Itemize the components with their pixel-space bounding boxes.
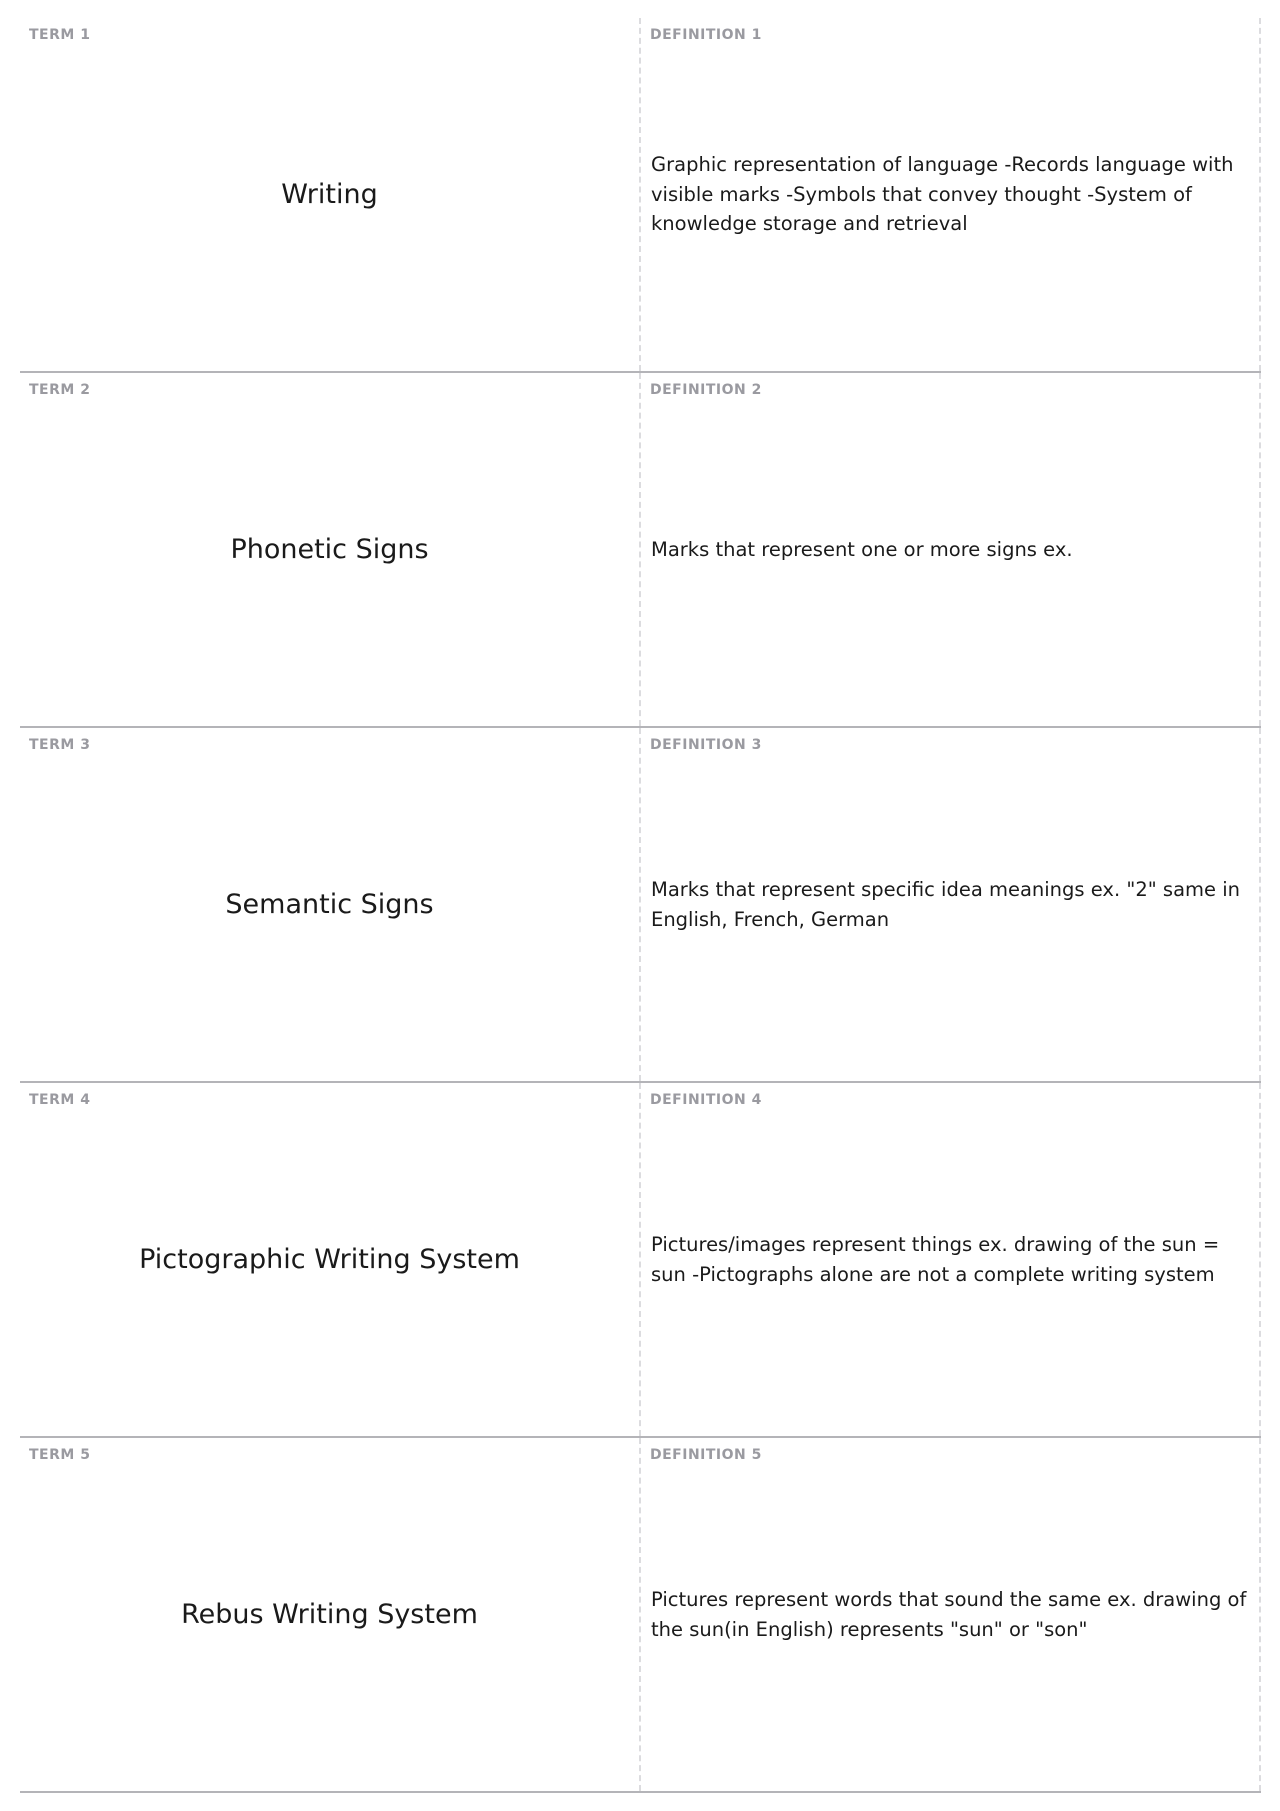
term-label: TERM 3 [29,737,91,753]
flashcard-row [20,728,1261,1083]
definition-text: Graphic representation of language -Records language with visible marks -Symbols that convey thought -System of knowledge storage and retrieval [651,153,1234,236]
definition-cell [641,1083,1261,1436]
definition-label: DEFINITION 4 [650,1092,762,1108]
term-cell [20,1438,641,1791]
term-text: Rebus Writing System [181,1599,478,1630]
term-label: TERM 5 [29,1447,91,1463]
flashcard-row [20,18,1261,373]
definition-label: DEFINITION 2 [650,382,762,398]
term-text: Phonetic Signs [230,534,429,565]
definition-label: DEFINITION 3 [650,737,762,753]
term-label: TERM 2 [29,382,91,398]
definition-cell [641,373,1261,726]
term-cell [20,18,641,371]
term-text: Writing [281,179,378,210]
definition-text: Pictures/images represent things ex. drawing of the sun = sun -Pictographs alone are not a complete writing system [651,1233,1220,1286]
flashcard-sheet [20,18,1261,1793]
definition-label: DEFINITION 5 [650,1447,762,1463]
definition-cell [641,1438,1261,1791]
definition-text: Marks that represent specific idea meanings ex. "2" same in English, French, German [651,878,1240,931]
term-cell [20,1083,641,1436]
term-cell [20,728,641,1081]
definition-cell [641,18,1261,371]
definition-label: DEFINITION 1 [650,27,762,43]
definition-cell [641,728,1261,1081]
flashcard-row [20,1438,1261,1793]
flashcard-row [20,373,1261,728]
term-text: Pictographic Writing System [139,1244,520,1275]
flashcard-row [20,1083,1261,1438]
term-label: TERM 4 [29,1092,91,1108]
definition-text: Marks that represent one or more signs ex. [651,537,1073,561]
definition-text: Pictures represent words that sound the same ex. drawing of the sun(in English) represents "sun" or "son" [651,1588,1247,1641]
term-label: TERM 1 [29,27,91,43]
term-text: Semantic Signs [225,889,434,920]
term-cell [20,373,641,726]
